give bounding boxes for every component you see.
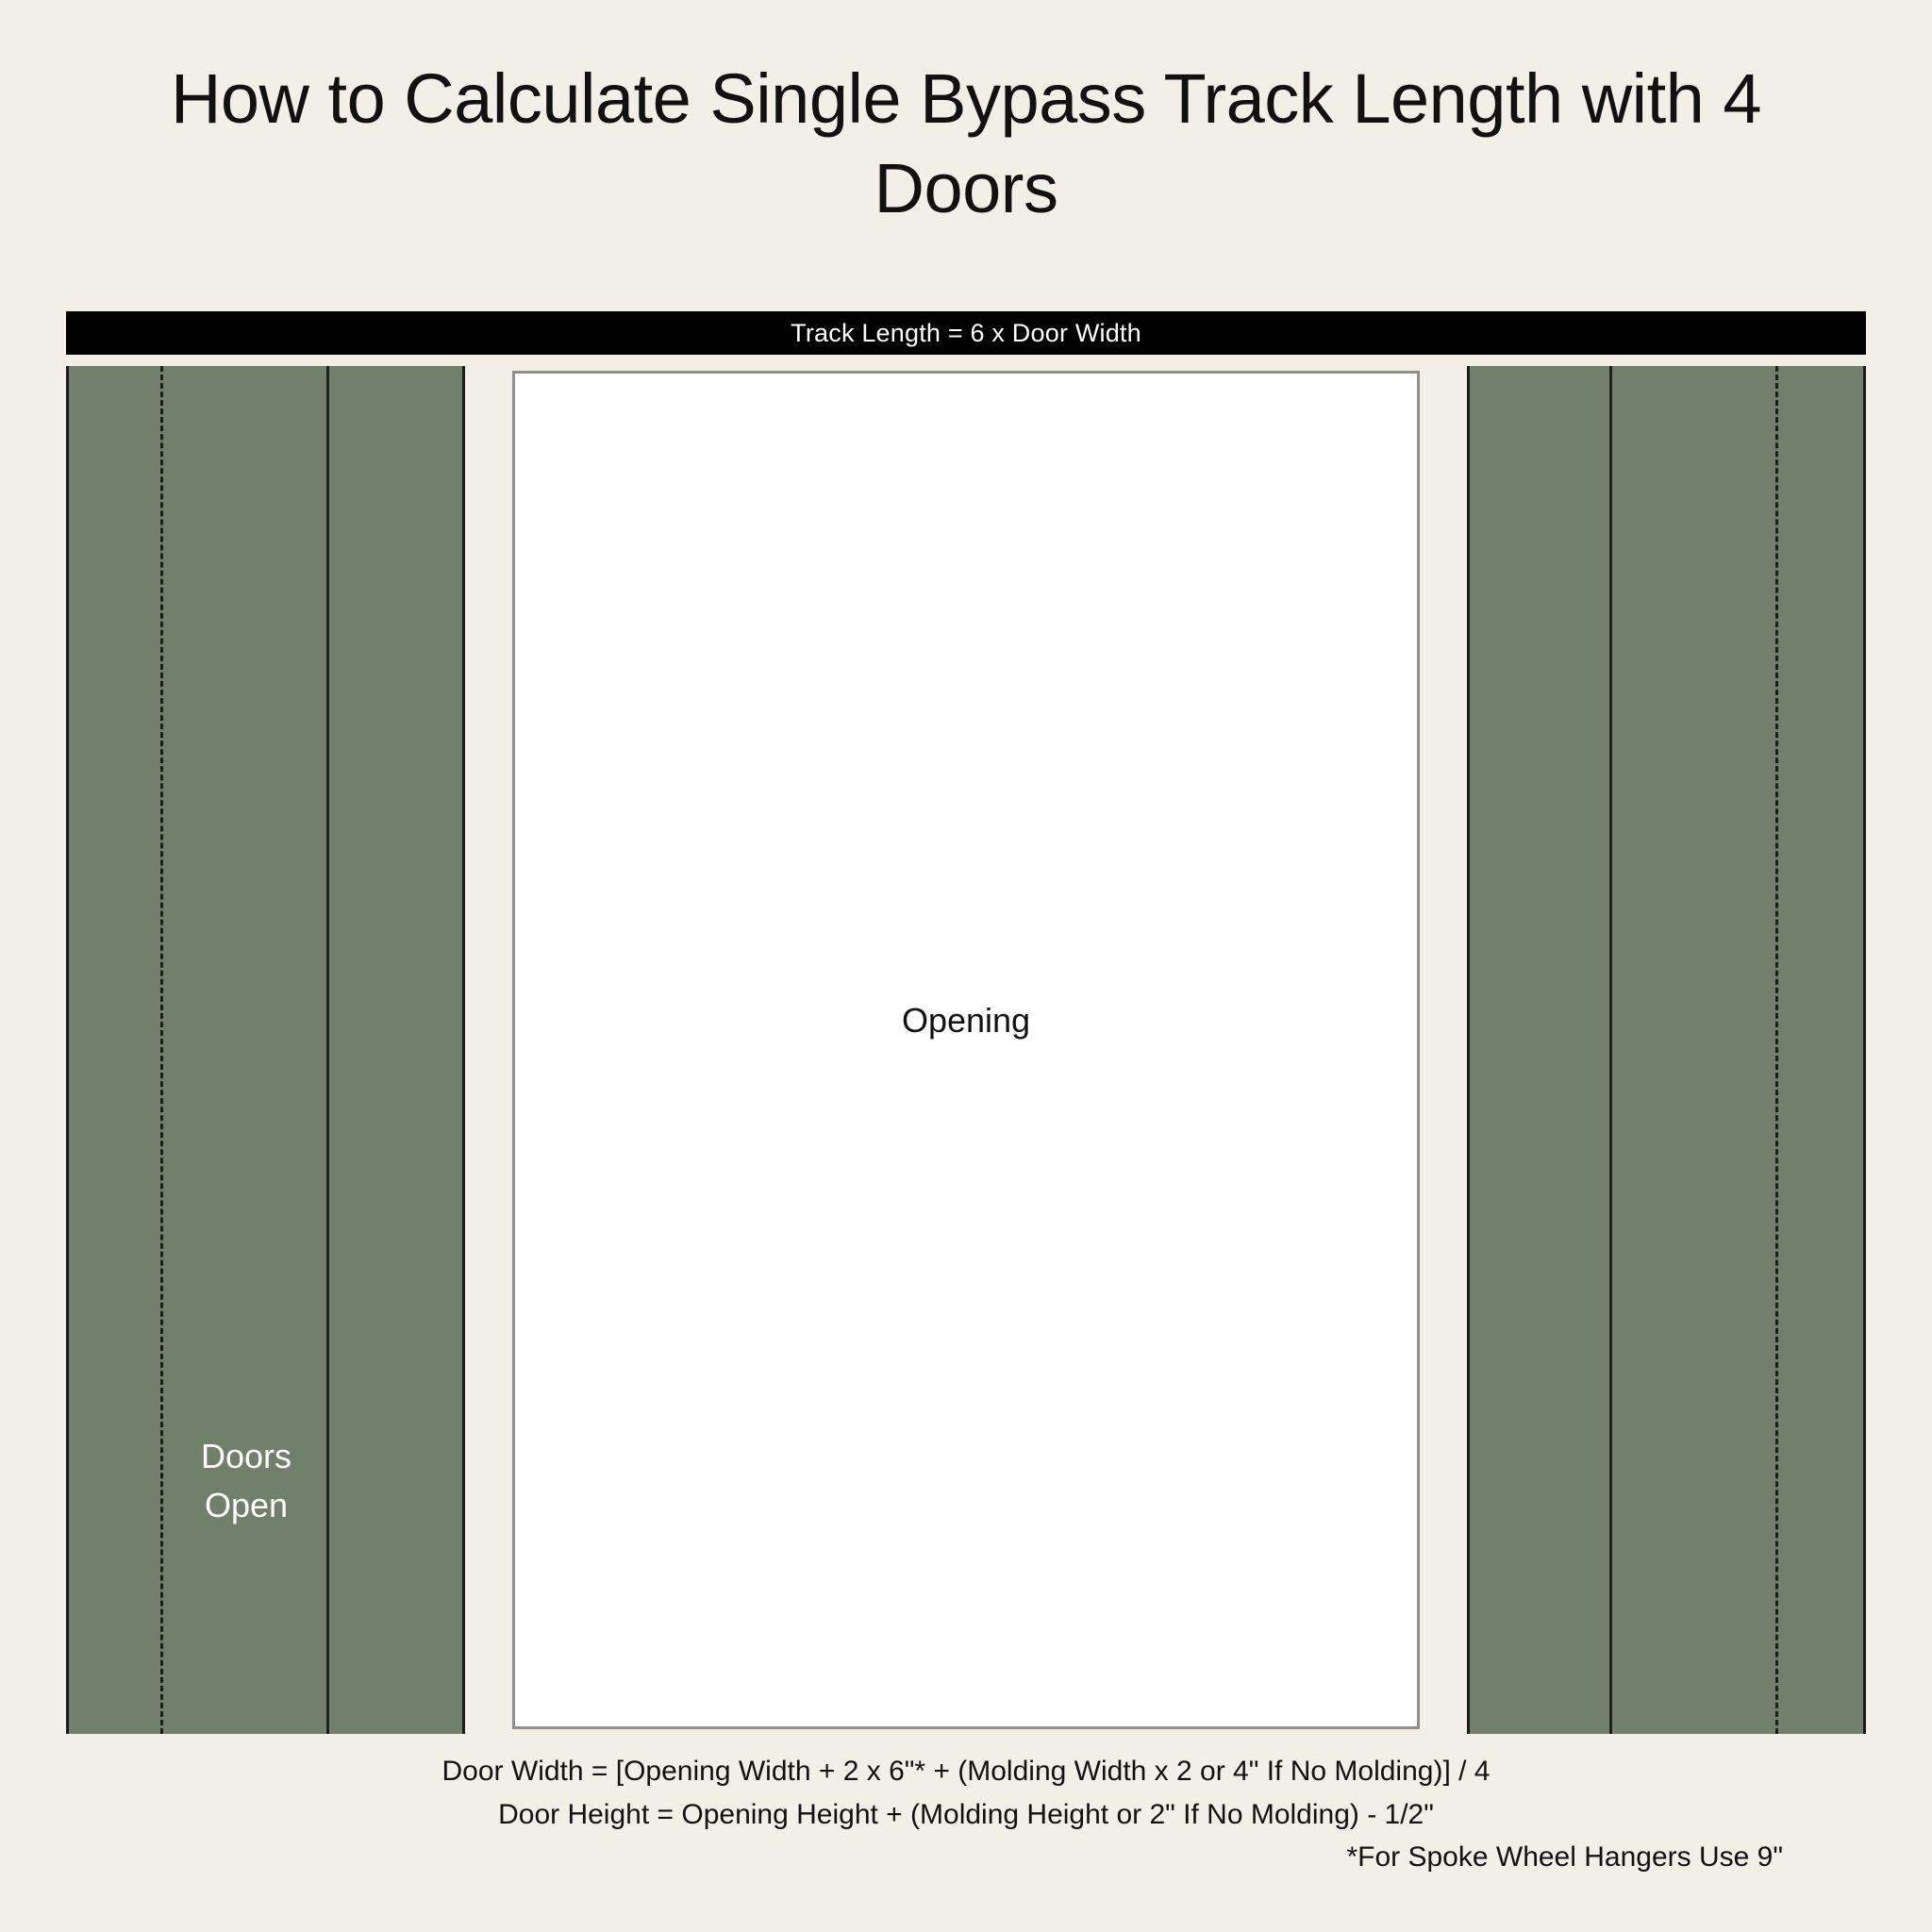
right-door-seam-dashed [1775,366,1778,1734]
track-length-label: Track Length = 6 x Door Width [791,318,1141,347]
right-door-seam-solid [1609,366,1612,1734]
doors-open-label [163,1432,329,1530]
opening-label: Opening [901,1001,1031,1040]
formula-notes [66,1750,1866,1879]
door-width-formula: Door Width = [Opening Width + 2 x 6"* + (Molding Width x 2 or 4" If No Molding)] / 4 [441,1756,1491,1787]
page-title: How to Calculate Single Bypass Track Length with 4 Doors [170,59,1762,227]
doors-open-line1: Doors [200,1437,292,1475]
door-height-formula: Door Height = Opening Height + (Molding Height or 2" If No Molding) - 1/2" [498,1798,1434,1830]
opening-area [512,371,1420,1729]
spoke-wheel-note: *For Spoke Wheel Hangers Use 9" [1346,1841,1783,1874]
right-door-stack [1467,366,1866,1734]
diagram-body [66,366,1866,1734]
doors-open-line2: Open [204,1486,289,1525]
track-length-bar [66,311,1866,355]
left-door-stack [66,366,465,1734]
